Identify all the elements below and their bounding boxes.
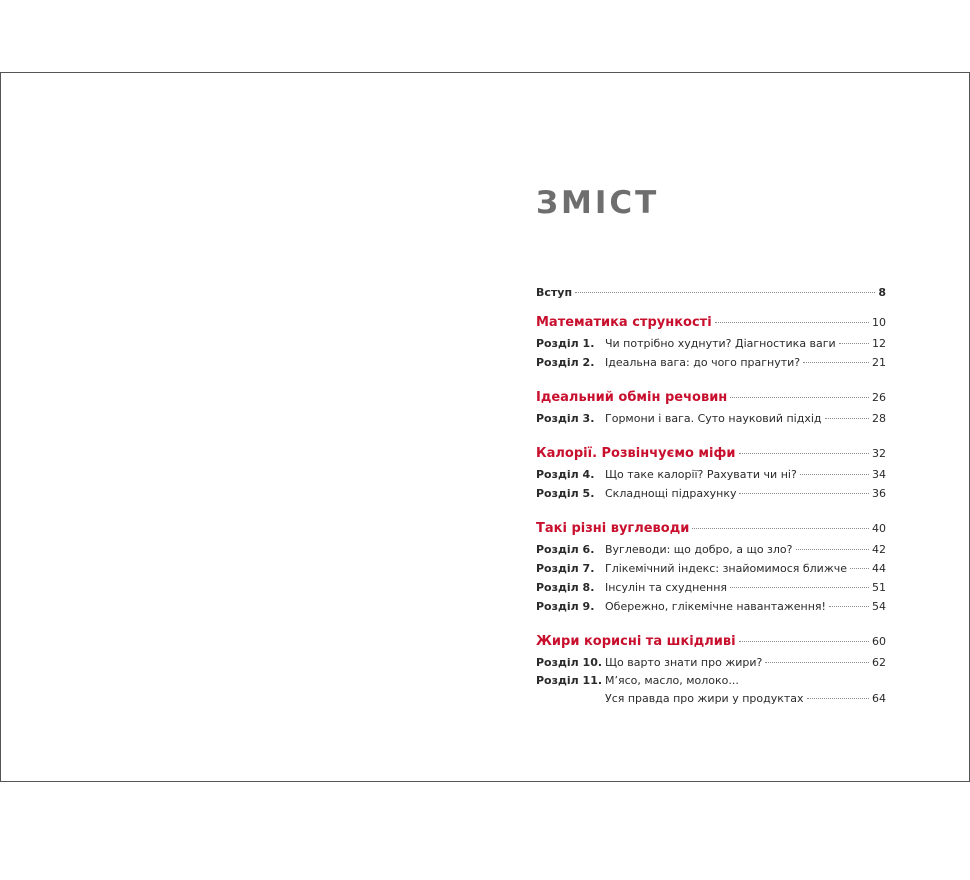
leader-dots	[730, 586, 869, 588]
chapter-title: Що варто знати про жири?	[605, 656, 763, 669]
page-number: 34	[872, 468, 886, 481]
page-number: 12	[872, 337, 886, 350]
entry-title: Вступ	[536, 286, 573, 299]
chapter-title: Чи потрібно худнути? Діагностика ваги	[605, 337, 836, 350]
leader-dots	[839, 342, 869, 344]
chapter-title: Складнощі підрахунку	[605, 487, 737, 500]
part-title: Жири корисні та шкідливі	[536, 634, 736, 649]
page-number: 40	[872, 522, 886, 535]
chapter-number: Розділ 11.	[536, 674, 603, 687]
toc-chapter[interactable]	[536, 540, 886, 559]
part-title: Такі різні вуглеводи	[536, 521, 690, 536]
part-title: Ідеальний обмін речовин	[536, 390, 728, 405]
page-number: 64	[872, 692, 886, 705]
chapter-title: Вуглеводи: що добро, а що зло?	[605, 543, 793, 556]
leader-dots	[796, 548, 870, 550]
chapter-number: Розділ 9.	[536, 600, 595, 613]
part-title: Математика стрункості	[536, 315, 712, 330]
chapter-title: Обережно, глікемічне навантаження!	[605, 600, 826, 613]
chapter-number: Розділ 5.	[536, 487, 595, 500]
page-number: 51	[872, 581, 886, 594]
toc-chapter[interactable]	[536, 465, 886, 484]
leader-dots	[825, 417, 869, 419]
toc-part[interactable]	[536, 518, 886, 540]
chapter-number: Розділ 3.	[536, 412, 595, 425]
leader-dots	[692, 527, 869, 529]
toc-part[interactable]	[536, 312, 886, 334]
page-number: 54	[872, 600, 886, 613]
page-number: 26	[872, 391, 886, 404]
chapter-title: Інсулін та схуднення	[605, 581, 728, 594]
toc-entries	[536, 283, 886, 708]
toc-chapter[interactable]	[536, 353, 886, 372]
toc-part[interactable]	[536, 387, 886, 409]
leader-dots	[739, 492, 869, 494]
leader-dots	[730, 396, 869, 398]
leader-dots	[850, 567, 869, 569]
page-number: 32	[872, 447, 886, 460]
leader-dots	[807, 697, 869, 699]
chapter-number: Розділ 8.	[536, 581, 595, 594]
chapter-number: Розділ 7.	[536, 562, 595, 575]
leader-dots	[575, 291, 875, 293]
leader-dots	[765, 661, 869, 663]
toc-chapter[interactable]	[536, 484, 886, 503]
page-number: 28	[872, 412, 886, 425]
toc-chapter[interactable]	[536, 334, 886, 353]
chapter-title: М’ясо, масло, молоко...	[605, 674, 739, 687]
page-number: 36	[872, 487, 886, 500]
toc-title: ЗМІСТ	[536, 185, 660, 221]
chapter-number: Розділ 2.	[536, 356, 595, 369]
page-number: 62	[872, 656, 886, 669]
chapter-title: Що таке калорії? Рахувати чи ні?	[605, 468, 797, 481]
page-number: 44	[872, 562, 886, 575]
page-number: 60	[872, 635, 886, 648]
chapter-number: Розділ 4.	[536, 468, 595, 481]
leader-dots	[715, 321, 869, 323]
leader-dots	[739, 640, 869, 642]
toc-chapter[interactable]	[536, 597, 886, 616]
leader-dots	[800, 473, 869, 475]
chapter-title: Гормони і вага. Суто науковий підхід	[605, 412, 822, 425]
leader-dots	[739, 452, 870, 454]
chapter-title-line2: Уся правда про жири у продуктах	[605, 692, 804, 705]
page-number: 8	[878, 286, 886, 299]
toc-chapter[interactable]	[536, 578, 886, 597]
toc-chapter[interactable]	[536, 653, 886, 672]
part-title: Калорії. Розвінчуємо міфи	[536, 446, 736, 461]
table-of-contents	[536, 185, 886, 705]
chapter-title: Глікемічний індекс: знайомимося ближче	[605, 562, 847, 575]
page-number: 42	[872, 543, 886, 556]
chapter-number: Розділ 6.	[536, 543, 595, 556]
toc-entry-intro[interactable]	[536, 283, 886, 302]
page-number: 21	[872, 356, 886, 369]
toc-chapter[interactable]	[536, 559, 886, 578]
chapter-number: Розділ 10.	[536, 656, 603, 669]
leader-dots	[829, 605, 869, 607]
page-number: 10	[872, 316, 886, 329]
toc-part[interactable]	[536, 631, 886, 653]
toc-part[interactable]	[536, 443, 886, 465]
toc-chapter[interactable]	[536, 672, 886, 708]
chapter-number: Розділ 1.	[536, 337, 595, 350]
leader-dots	[803, 361, 869, 363]
chapter-title: Ідеальна вага: до чого прагнути?	[605, 356, 801, 369]
toc-chapter[interactable]	[536, 409, 886, 428]
